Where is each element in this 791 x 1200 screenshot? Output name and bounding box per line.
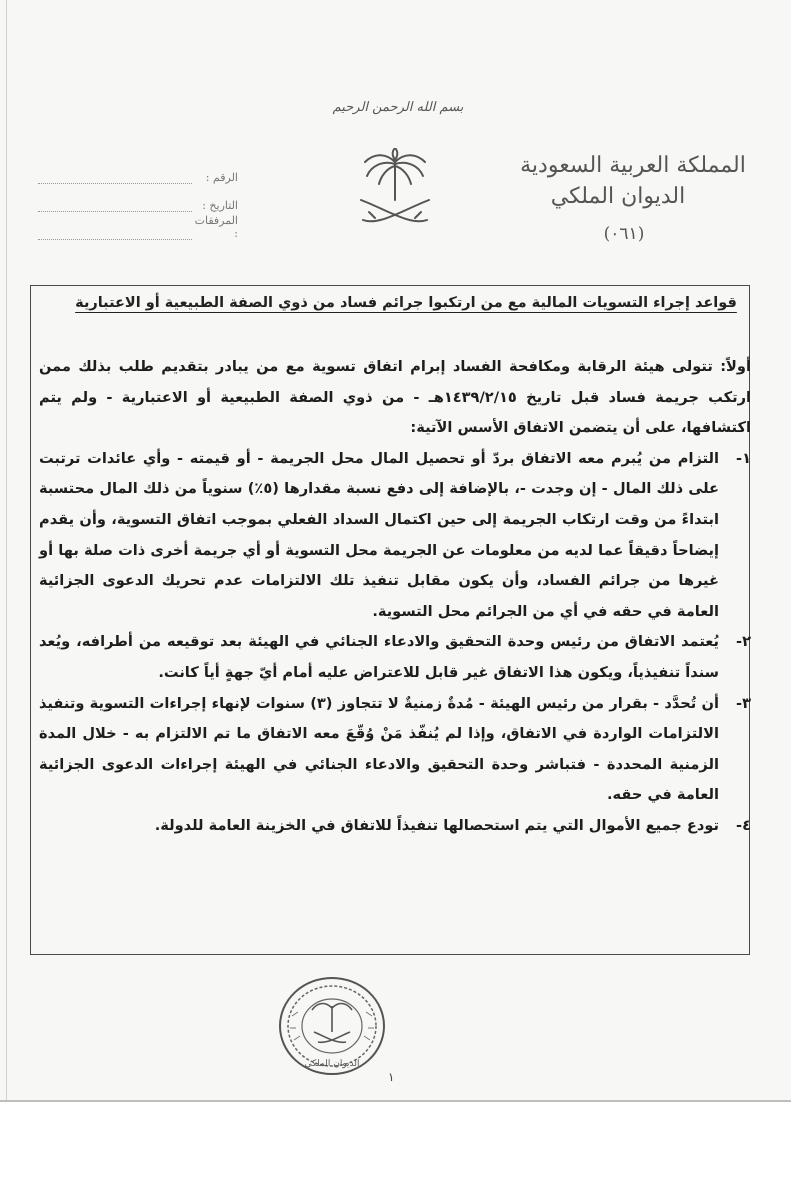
date-line [38, 199, 192, 212]
reference-number-row [38, 156, 238, 184]
attachments-row [38, 212, 238, 240]
agency-heading [513, 150, 753, 244]
item-number: ٤- [736, 816, 751, 834]
document-body [39, 352, 751, 842]
palm-swords-emblem-icon [355, 148, 435, 230]
page-left-edge [6, 0, 7, 1100]
document-title: قواعد إجراء التسويات المالية مع من ارتكبوا جرائم فساد من ذوي الصفة الطبيعية أو الاعتبارية [75, 295, 737, 311]
basmala: بسم الله الرحمن الرحيم [332, 100, 464, 115]
list-item [39, 444, 751, 628]
reference-number-line [38, 171, 192, 184]
item-text: أن تُحدَّد - بقرار من رئيس الهيئة - مُدةٌ زمنيةٌ لا تتجاوز (٣) سنوات لإنهاء إجراءات التسوية وتنفيذ الالتزامات الواردة في الاتفاق، وإذا لم يُنفّذ مَنْ وُقّعَ معه الاتفاق ما تم الالتزام به - خلال المدة الزمنية المحددة - فتباشر وحدة التحقيق والادعاء الجنائي في الهيئة إجراءات الدعوى الجزائية العامة في حقه. [39, 694, 719, 804]
reference-number-label: الرقم : [205, 171, 238, 184]
list-item [39, 689, 751, 811]
list-item [39, 627, 751, 688]
item-text: التزام من يُبرم معه الاتفاق بردّ أو تحصيل المال محل الجريمة - أو قيمته - وأي عائدات ترتبت على ذلك المال - إن وجدت -، بالإضافة إلى دفع نسبة مقدارها (٥٪) سنوياً من ذلك المال محتسبة ابتداءً من وقت ارتكاب الجريمة إلى حين اكتمال السداد الفعلي بموجب اتفاق التسوية، وأن يقدم إيضاحاً دقيقاً عما لديه من معلومات عن الجريمة محل التسوية أو أي جريمة أخرى ذات صلة بها أو غيرها من جرائم الفساد، وأن يكون مقابل تنفيذ تلك الالتزامات عدم تحريك الدعوى الجزائية العامة في حقه في أي من الجرائم محل التسوية. [39, 449, 720, 620]
svg-text:الديوان الملكي: الديوان الملكي [304, 1059, 360, 1069]
item-number: ٢- [736, 633, 751, 651]
intro-paragraph: أولاً: تتولى هيئة الرقابة ومكافحة الفساد إبرام اتفاق تسوية مع من يبادر بتقديم طلب بذلك ممن ارتكب جريمة فساد قبل تاريخ ١٤٣٩/٢/١٥هـ - من ذوي الصفة الطبيعية أو الاعتبارية - ولم يتم اكتشافها، على أن يتضمن الاتفاق الأسس الآتية: [39, 358, 751, 437]
document-number: (٠٦١) [603, 224, 645, 244]
item-number: ٣- [736, 694, 751, 712]
item-text: تودع جميع الأموال التي يتم استحصالها تنفيذاً للاتفاق في الخزينة العامة للدولة. [154, 816, 719, 834]
item-text: يُعتمد الاتفاق من رئيس وحدة التحقيق والادعاء الجنائي في الهيئة بعد توقيعه من أطرافه، ويُعد سنداً تنفيذياً، ويكون هذا الاتفاق غير قابل للاعتراض عليه أمام أيّ جهةٍ أياً كانت. [39, 633, 719, 681]
page-bottom-edge [0, 1100, 791, 1102]
date-row [38, 184, 238, 212]
page-number: ١ [388, 1070, 395, 1084]
reference-fields [38, 156, 238, 240]
official-seal-icon [278, 976, 386, 1076]
item-number: ١- [736, 449, 751, 467]
agency-line1: المملكة العربية السعودية [520, 153, 746, 178]
attachments-label: المرفقات : [194, 214, 238, 240]
agency-line2: الديوان الملكي [550, 184, 686, 209]
date-label: التاريخ : [202, 199, 238, 212]
attachments-line [38, 227, 192, 240]
list-item [39, 811, 751, 842]
